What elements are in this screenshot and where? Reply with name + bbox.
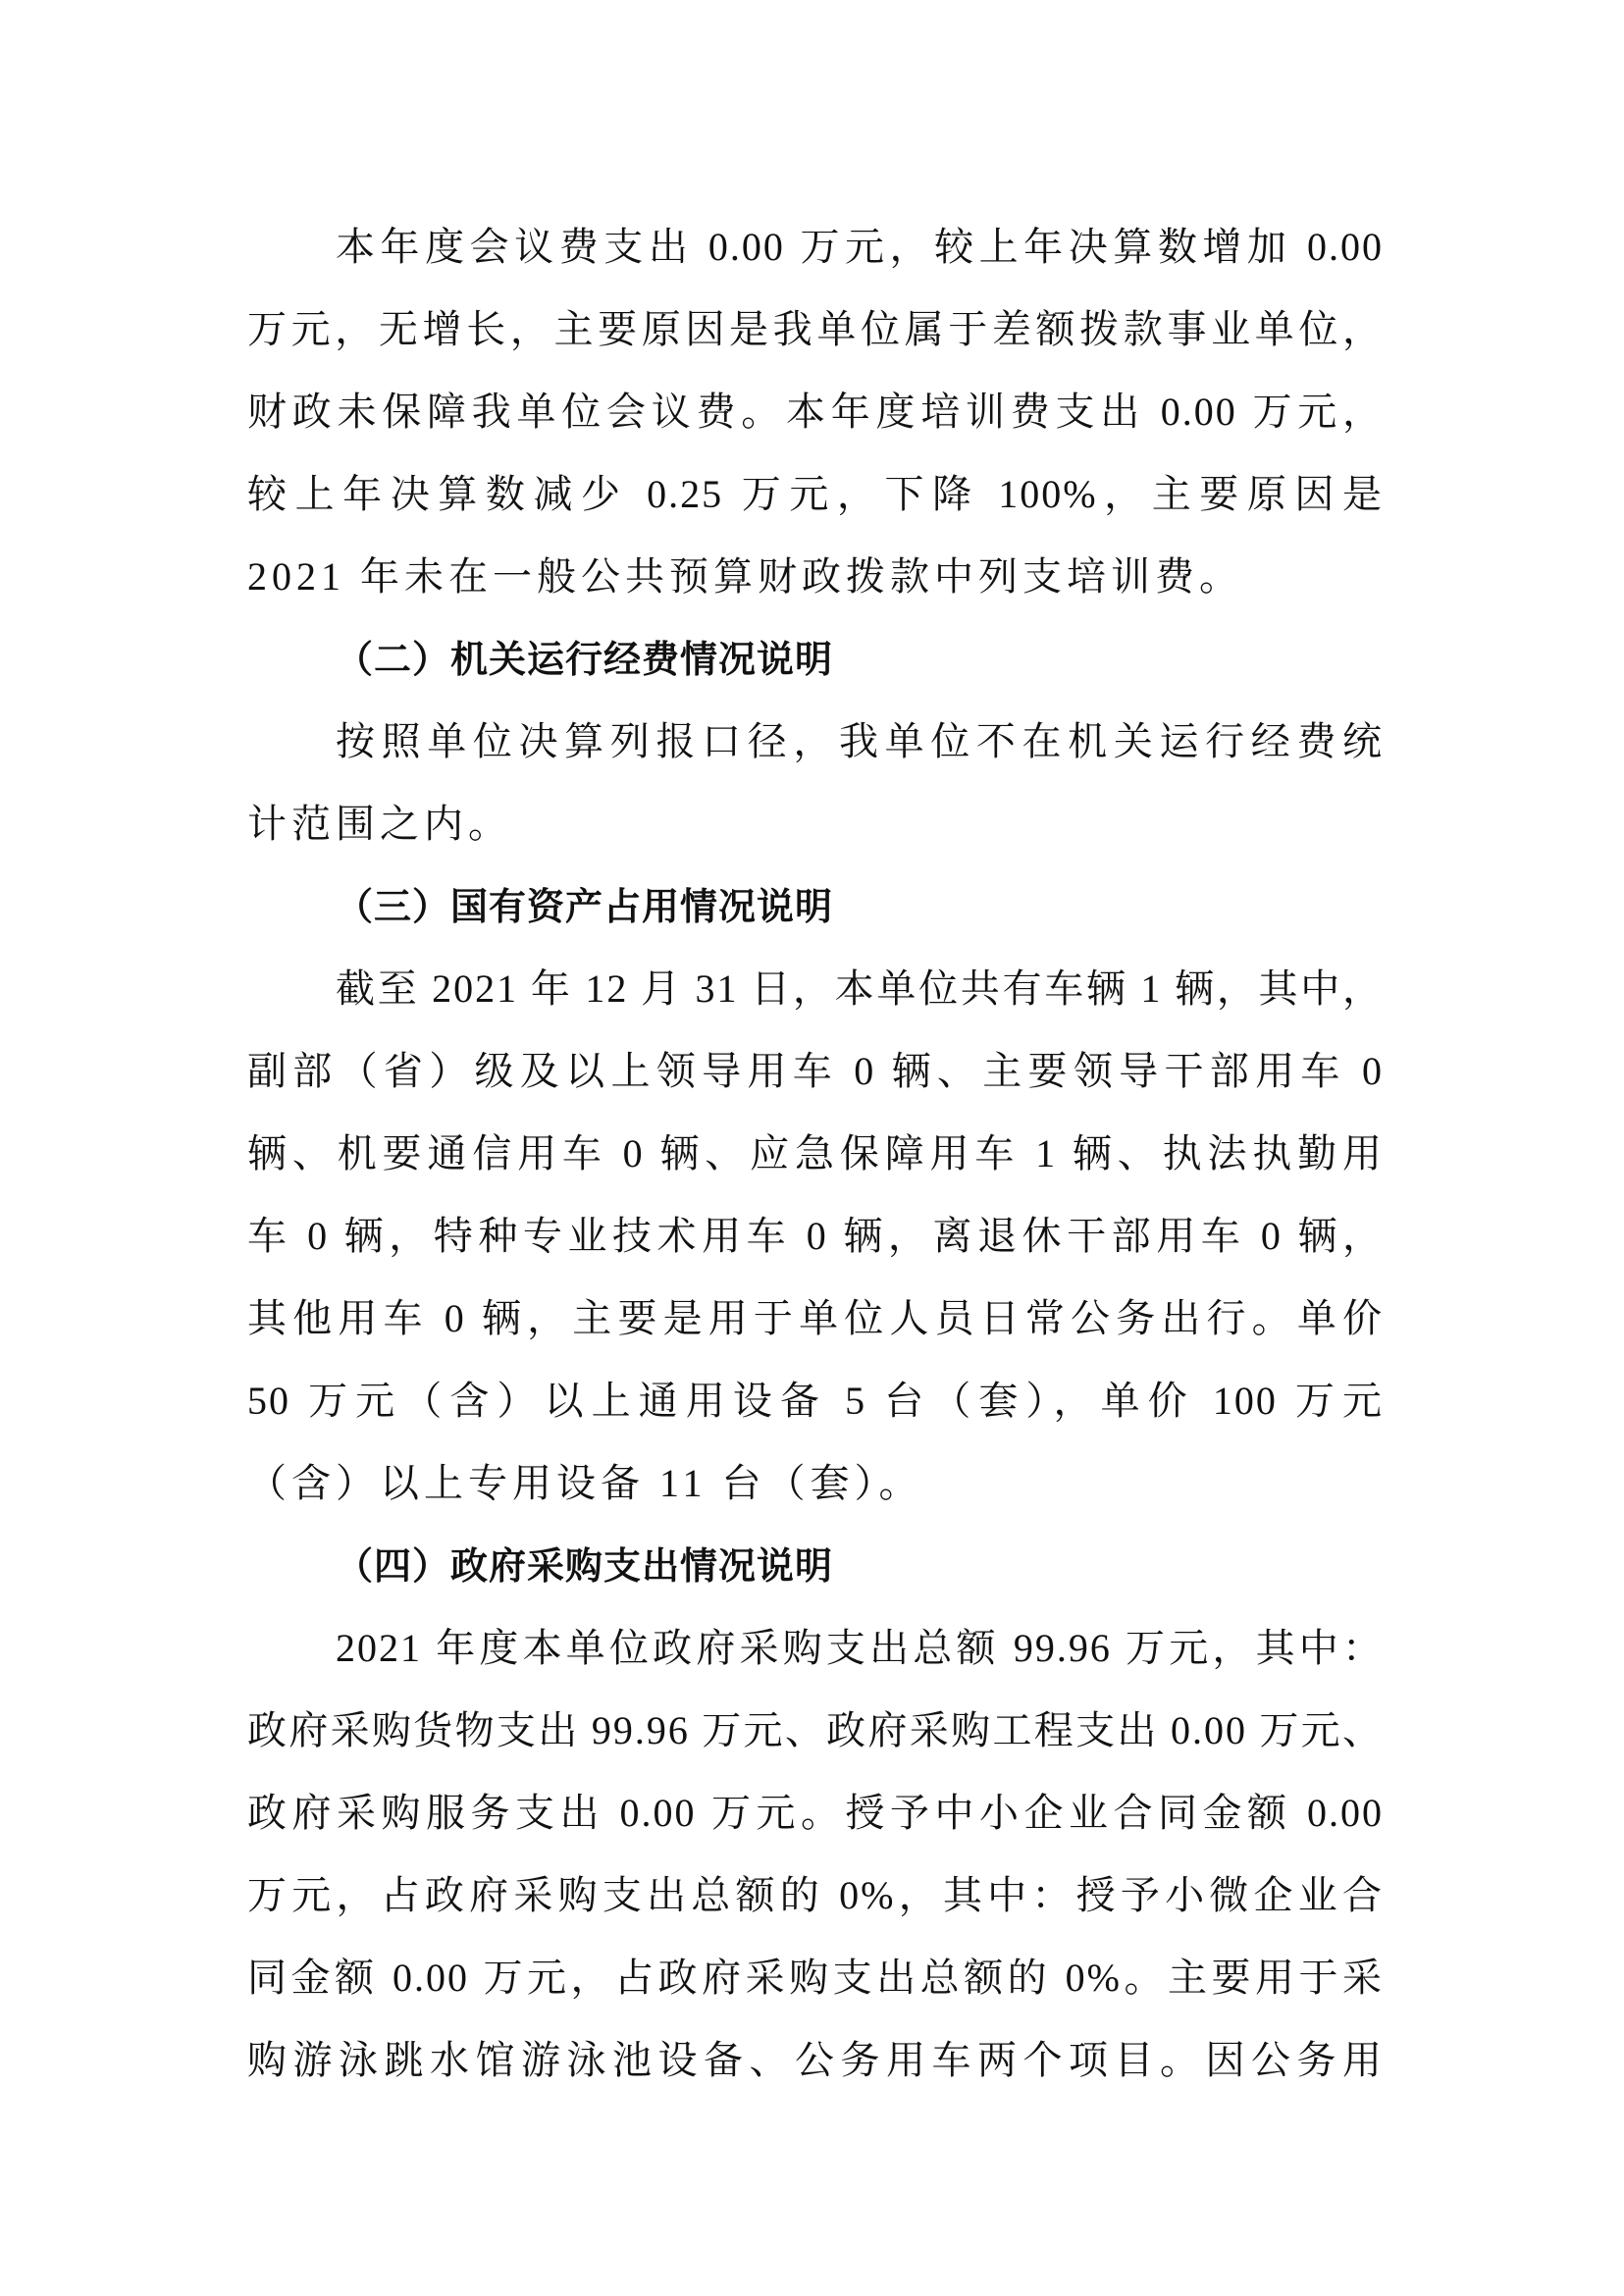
paragraph-operating-expenses — [247, 701, 1384, 865]
section-heading-state-assets: （三）国有资产占用情况说明 — [336, 885, 834, 928]
text-line: 其他用车 0 辆，主要是用于单位人员日常公务出行。单价 — [247, 1296, 1384, 1340]
document-body — [247, 206, 1384, 2102]
text-line: 政府采购服务支出 0.00 万元。授予中小企业合同金额 0.00 — [247, 1791, 1384, 1835]
paragraph-government-procurement — [247, 1607, 1384, 2102]
text-line: 2021 年未在一般公共预算财政拨款中列支培训费。 — [247, 554, 1243, 599]
paragraph-state-assets — [247, 948, 1384, 1525]
text-line: 本年度会议费支出 0.00 万元，较上年决算数增加 0.00 — [336, 225, 1384, 269]
text-line: 2021 年度本单位政府采购支出总额 99.96 万元，其中： — [336, 1626, 1384, 1670]
section-heading-government-procurement: （四）政府采购支出情况说明 — [336, 1544, 834, 1588]
text-line: 政府采购货物支出 99.96 万元、政府采购工程支出 0.00 万元、 — [247, 1708, 1384, 1752]
text-line: 计范围之内。 — [247, 802, 512, 846]
text-line: （含）以上专用设备 11 台（套）。 — [247, 1461, 923, 1505]
text-line: 财政未保障我单位会议费。本年度培训费支出 0.00 万元， — [247, 390, 1384, 434]
paragraph-meeting-training-expenses — [247, 206, 1384, 618]
section-heading-operating-expenses: （二）机关运行经费情况说明 — [336, 638, 834, 681]
text-line: 万元，占政府采购支出总额的 0%，其中：授予小微企业合 — [247, 1873, 1384, 1917]
text-line: 按照单位决算列报口径，我单位不在机关运行经费统 — [336, 719, 1384, 763]
text-line: 购游泳跳水馆游泳池设备、公务用车两个项目。因公务用 — [247, 2038, 1384, 2082]
text-line: 较上年决算数减少 0.25 万元，下降 100%，主要原因是 — [247, 472, 1384, 516]
text-line: 车 0 辆，特种专业技术用车 0 辆，离退休干部用车 0 辆， — [247, 1214, 1384, 1258]
text-line: 截至 2021 年 12 月 31 日，本单位共有车辆 1 辆，其中， — [336, 966, 1384, 1011]
text-line: 50 万元（含）以上通用设备 5 台（套），单价 100 万元 — [247, 1379, 1384, 1423]
text-line: 副部（省）级及以上领导用车 0 辆、主要领导干部用车 0 — [247, 1049, 1384, 1093]
text-line: 同金额 0.00 万元，占政府采购支出总额的 0%。主要用于采 — [247, 1956, 1384, 2000]
text-line: 辆、机要通信用车 0 辆、应急保障用车 1 辆、执法执勤用 — [247, 1131, 1384, 1175]
text-line: 万元，无增长，主要原因是我单位属于差额拨款事业单位， — [247, 307, 1384, 351]
